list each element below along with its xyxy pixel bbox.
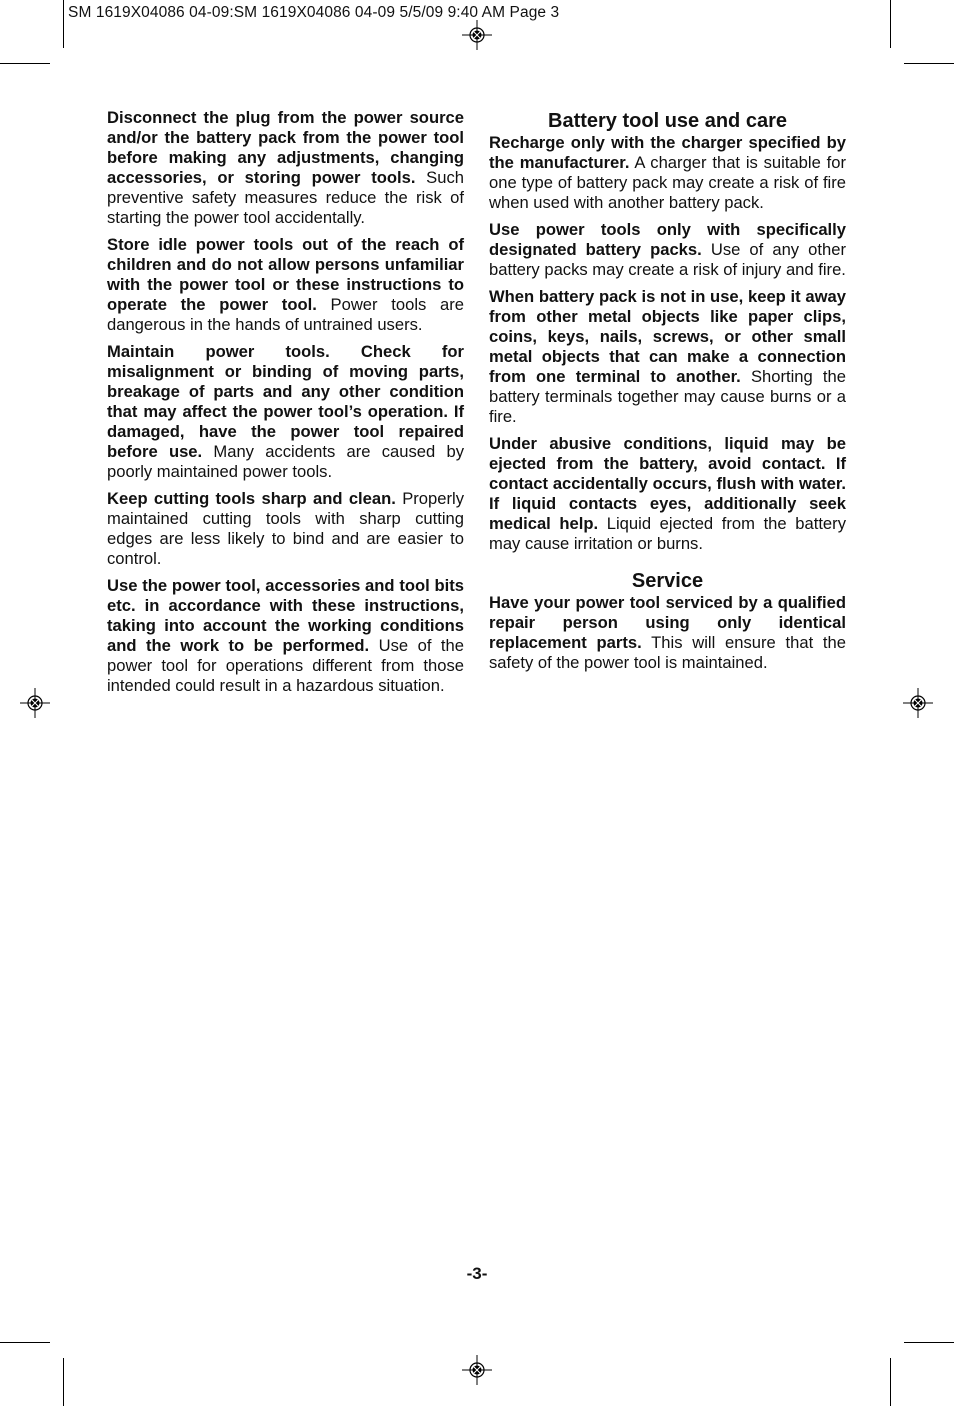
safety-paragraph: [489, 220, 846, 280]
paragraph-lead: Recharge only with the charger specified by the manufacturer.: [489, 133, 846, 172]
paragraph-body: Shorting the battery terminals together may cause burns or a fire.: [489, 367, 846, 426]
paragraph-body: Many accidents are caused by poorly maintained power tools.: [107, 442, 465, 481]
paragraph-lead: Disconnect the plug from the power source and/or the battery pack from the power tool before making any adjustments, changing accessories, or storing power tools.: [107, 108, 464, 187]
section-heading-service: Service: [631, 570, 704, 592]
paragraph-lead: Maintain power tools. Check for misalignment or binding of moving parts, breakage of parts and any other condition that may affect the power tool’s operation. If damaged, have the power tool repaired before use.: [107, 342, 464, 461]
crop-mark: [63, 0, 64, 48]
safety-paragraph: [107, 235, 464, 335]
right-column: [489, 109, 846, 680]
paragraph-body: This will ensure that the safety of the power tool is maintained.: [489, 633, 846, 672]
crop-mark: [904, 63, 954, 64]
paragraph-lead: Under abusive conditions, liquid may be ejected from the battery, avoid contact. If contact accidentally occurs, flush with water. If liquid contacts eyes, additionally seek medical help.: [489, 434, 846, 533]
paragraph-lead: When battery pack is not in use, keep it away from other metal objects like paper clips, coins, keys, nails, screws, or other small metal objects that can make a connection from one terminal to another.: [489, 287, 846, 386]
registration-mark-icon: [903, 688, 933, 718]
safety-paragraph: [107, 342, 464, 482]
crop-mark: [890, 1358, 891, 1406]
paragraph-body: A charger that is suitable for one type of battery pack may create a risk of fire when used with another battery pack.: [489, 153, 846, 212]
registration-mark-icon: [462, 1355, 492, 1385]
safety-paragraph: [107, 108, 464, 228]
crop-mark: [890, 0, 891, 48]
paragraph-lead: Have your power tool serviced by a qualified repair person using only identical replacement parts.: [489, 593, 846, 652]
section-heading-battery: Battery tool use and care: [548, 110, 787, 132]
paragraph-body: Use of any other battery packs may create a risk of injury and fire.: [489, 240, 846, 279]
paragraph-body: Power tools are dangerous in the hands of untrained users.: [107, 295, 464, 334]
registration-mark-icon: [20, 688, 50, 718]
paragraph-lead: Keep cutting tools sharp and clean.: [107, 489, 396, 508]
page-number: -3-: [466, 1264, 488, 1283]
registration-mark-icon: [462, 20, 492, 50]
safety-paragraph: [489, 287, 846, 427]
crop-mark: [0, 63, 50, 64]
paragraph-lead: Store idle power tools out of the reach of children and do not allow persons unfamiliar with the power tool or these instructions to operate the power tool.: [107, 235, 464, 314]
paragraph-body: Liquid ejected from the battery may cause irritation or burns.: [489, 514, 846, 553]
crop-mark: [0, 1342, 50, 1343]
safety-paragraph: [489, 434, 846, 554]
safety-paragraph: [489, 593, 846, 673]
safety-paragraph: [489, 133, 846, 213]
safety-paragraph: [107, 576, 464, 696]
left-column: [107, 108, 464, 703]
paragraph-body: Use of the power tool for operations different from those intended could result in a hazardous situation.: [107, 636, 464, 695]
paragraph-lead: Use power tools only with specifically designated battery packs.: [489, 220, 846, 259]
print-slug-line: SM 1619X04086 04-09:SM 1619X04086 04-09 5/5/09 9:40 AM Page 3: [68, 4, 560, 21]
paragraph-lead: Use the power tool, accessories and tool bits etc. in accordance with these instructions, taking into account the working conditions and the work to be performed.: [107, 576, 464, 655]
crop-mark: [904, 1342, 954, 1343]
safety-paragraph: [107, 489, 464, 569]
paragraph-body: Such preventive safety measures reduce the risk of starting the power tool accidentally.: [107, 168, 464, 227]
crop-mark: [63, 1358, 64, 1406]
paragraph-body: Properly maintained cutting tools with sharp cutting edges are less likely to bind and are easier to control.: [107, 489, 465, 568]
